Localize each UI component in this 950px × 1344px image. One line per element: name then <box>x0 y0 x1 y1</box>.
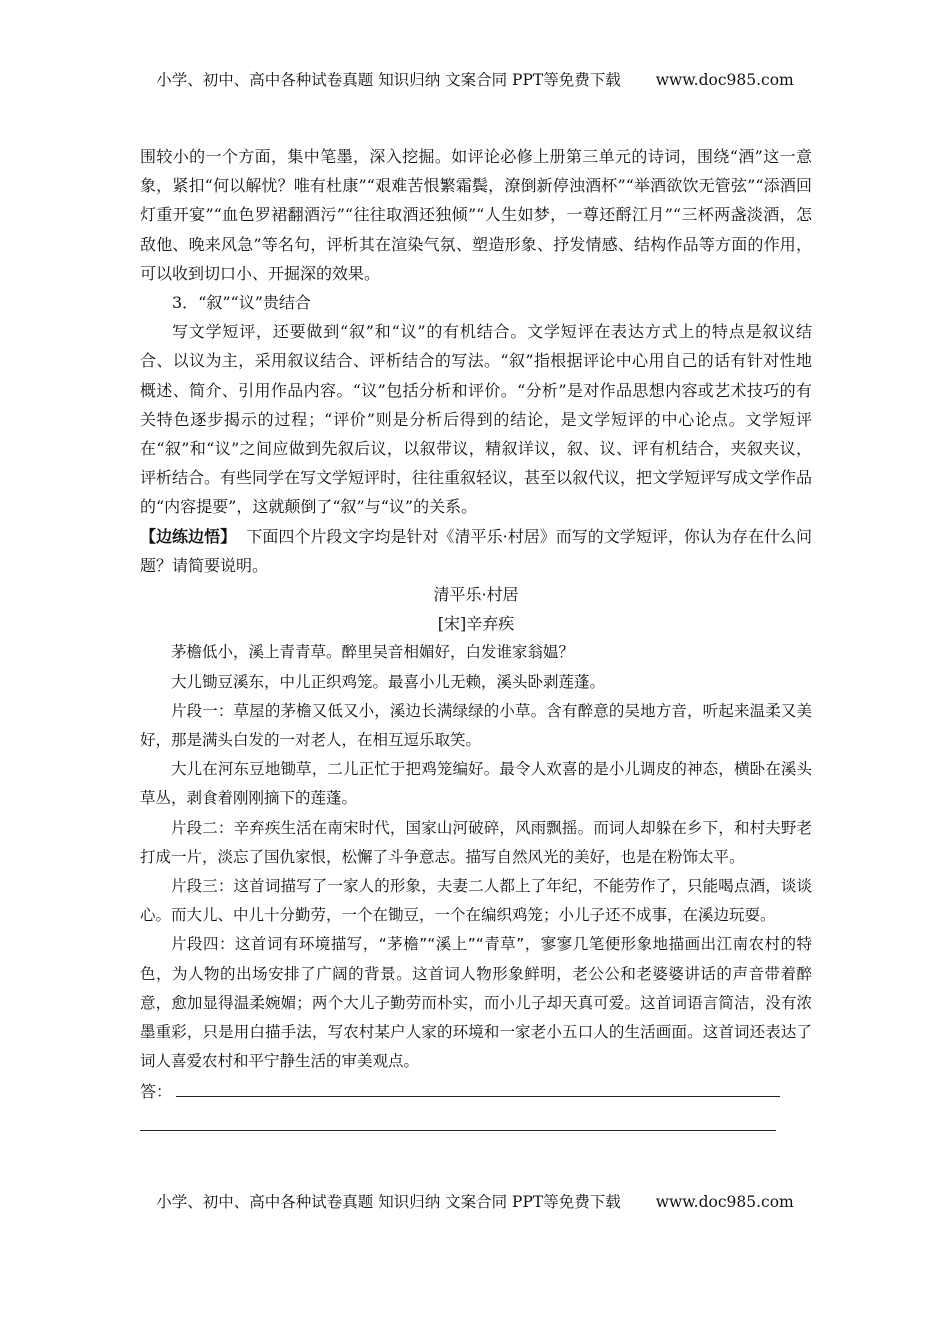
fragment-1-continued: 大儿在河东豆地锄草，二儿正忙于把鸡笼编好。最令人欢喜的是小儿调皮的神态，横卧在溪头草丛，剥食着刚刚摘下的莲蓬。 <box>140 760 812 808</box>
practice-tag: 【边练边悟】 <box>140 526 237 546</box>
footer-text: 小学、初中、高中各种试卷真题 知识归纳 文案合同 PPT等免费下载 <box>156 1193 621 1211</box>
answer-row <box>140 1077 812 1106</box>
header-text: 小学、初中、高中各种试卷真题 知识归纳 文案合同 PPT等免费下载 <box>156 71 621 89</box>
poem-line: 大儿锄豆溪东，中儿正织鸡笼。最喜小儿无赖，溪头卧剥莲蓬。 <box>171 672 606 691</box>
page-header <box>0 68 950 90</box>
poem-line: 茅檐低小，溪上青青草。醉里吴音相媚好，白发谁家翁媪？ <box>171 643 575 662</box>
answer-label: 答： <box>140 1081 173 1101</box>
fragment-4: 片段四：这首词有环境描写，“茅檐”“溪上”“青草”，寥寥几笔便形象地描画出江南农村的特色，为人物的出场安排了广阔的背景。这首词人物形象鲜明，老公公和老婆婆讲话的声音带着醉意，愈加显得温柔婉媚；两个大儿子勤劳而朴实，而小儿子却天真可爱。这首词语言简洁，没有浓墨重彩，只是用白描手法，写农村某户人家的环境和一家老小五口人的生活画面。这首词还表达了词人喜爱农村和平宁静生活的审美观点。 <box>140 935 812 1071</box>
poem-author: [宋]辛弃疾 <box>437 614 515 634</box>
paragraph-continued: 围较小的一个方面，集中笔墨，深入挖掘。如评论必修上册第三单元的诗词，围绕“酒”这一意象，紧扣“何以解忧？唯有杜康”“艰难苦恨繁霜鬓，潦倒新停浊酒杯”“举酒欲饮无管弦”“添酒回灯重开宴”“血色罗裙翻酒污”“往往取酒还独倾”“人生如梦，一尊还酹江月”“三杯两盏淡酒，怎敌他、晚来风急”等名句，评析其在渲染气氛、塑造形象、抒发情感、结构作品等方面的作用，可以收到切口小、开掘深的效果。 <box>140 147 812 283</box>
section-heading: 3．“叙”“议”贵结合 <box>172 293 311 313</box>
fragment-1: 片段一：草屋的茅檐又低又小，溪边长满绿绿的小草。含有醉意的吴地方音，听起来温柔又美好，那是满头白发的一对老人，在相互逗乐取笑。 <box>140 701 812 750</box>
paragraph-section: 写文学短评，还要做到“叙”和“议”的有机结合。文学短评在表达方式上的特点是叙议结合、以议为主，采用叙议结合、评析结合的写法。“叙”指根据评论中心用自己的话有针对性地概述、简介、引用作品内容。“议”包括分析和评价。“分析”是对作品思想内容或艺术技巧的有关特色逐步揭示的过程；“评价”则是分析后得到的结论，是文学短评的中心论点。文学短评在“叙”和“议”之间应做到先叙后议，以叙带议，精叙详议，叙、议、评有机结合，夹叙夹议，评析结合。有些同学在写文学短评时，往往重叙轻议，甚至以叙代议，把文学短评写成文学作品的“内容提要”，这就颠倒了“叙”与“议”的关系。 <box>140 322 813 517</box>
fragment-3: 片段三：这首词描写了一家人的形象，夫妻二人都上了年纪，不能劳作了，只能喝点酒，谈谈心。而大儿、中儿十分勤劳，一个在锄豆，一个在编织鸡笼；小儿子还不成事，在溪边玩耍。 <box>140 877 812 925</box>
footer-url[interactable]: www.doc985.com <box>655 1193 794 1211</box>
document-body <box>140 142 812 1131</box>
page-footer <box>0 1190 950 1212</box>
fragment-2: 片段二：辛弃疾生活在南宋时代，国家山河破碎，风雨飘摇。而词人却躲在乡下，和村夫野老打成一片，淡忘了国仇家恨，松懈了斗争意志。描写自然风光的美好，也是在粉饰太平。 <box>140 818 812 866</box>
practice-prompt <box>140 522 812 580</box>
answer-line-2[interactable] <box>140 1106 776 1131</box>
answer-line[interactable] <box>176 1080 780 1097</box>
practice-text: 下面四个片段文字均是针对《清平乐·村居》而写的文学短评，你认为存在什么问题？请简要说明。 <box>140 526 813 575</box>
poem-title: 清平乐·村居 <box>433 585 519 605</box>
header-url[interactable]: www.doc985.com <box>655 71 794 89</box>
